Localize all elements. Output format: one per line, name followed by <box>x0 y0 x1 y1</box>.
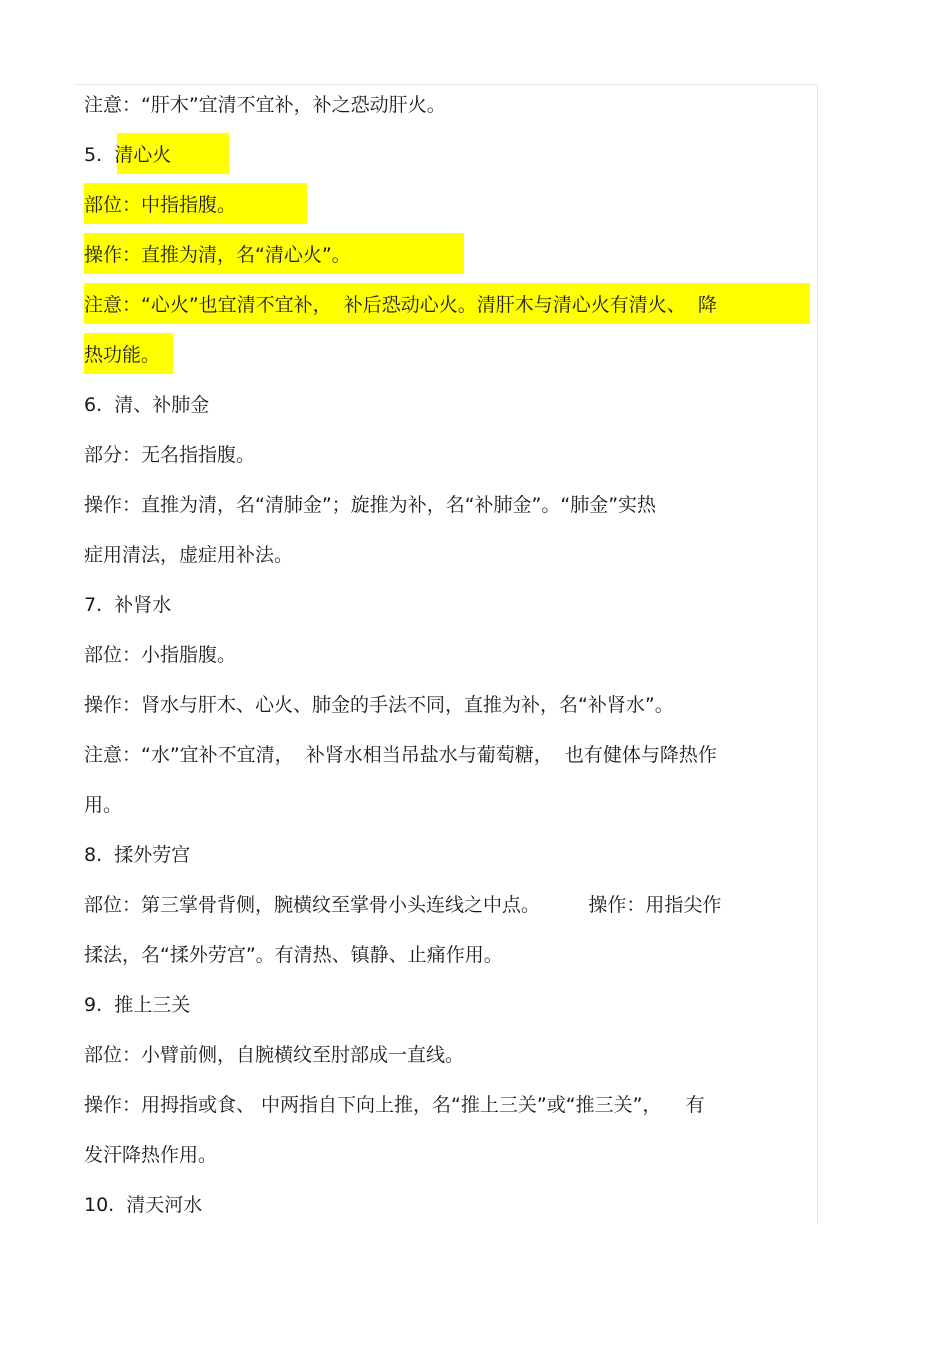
text-line: 揉法，名“揉外劳宫”。有清热、镇静、止痛作用。 <box>84 944 503 966</box>
text-line: 部位：小臂前侧，自腕横纹至肘部成一直线。 <box>84 1044 465 1066</box>
text-line: 部位：小指脂腹。 <box>84 644 237 666</box>
section-heading: 8. 揉外劳宫 <box>84 844 191 866</box>
text-line: 操作：用拇指或食、 中两指自下向上推，名“推上三关”或“推三关”， 有 <box>84 1094 705 1116</box>
text-line: 部分：无名指指腹。 <box>84 444 256 466</box>
text-line: 症用清法，虚症用补法。 <box>84 544 294 566</box>
section-heading: 6. 清、补肺金 <box>84 394 210 416</box>
text-line: 操作：直推为清，名“清肺金”；旋推为补，名“补肺金”。“肺金”实热 <box>84 494 657 516</box>
text-line: 热功能。 <box>84 344 161 366</box>
text-line: 注意：“心火”也宜清不宜补， 补后恐动心火。清肝木与清心火有清火、 降 <box>84 294 717 316</box>
text-line: 操作：直推为清，名“清心火”。 <box>84 244 351 266</box>
section-heading: 10. 清天河水 <box>84 1194 203 1216</box>
text-line: 注意：“肝木”宜清不宜补，补之恐动肝火。 <box>84 94 446 116</box>
text-line: 注意：“水”宜补不宜清， 补肾水相当吊盐水与葡萄糖， 也有健体与降热作 <box>84 744 717 766</box>
text-line: 发汗降热作用。 <box>84 1144 218 1166</box>
text-line: 部位：第三掌骨背侧，腕横纹至掌骨小头连线之中点。 操作：用指尖作 <box>84 894 722 916</box>
text-line: 部位：中指指腹。 <box>84 194 237 216</box>
section-heading: 9. 推上三关 <box>84 994 191 1016</box>
section-heading: 5. 清心火 <box>84 144 172 166</box>
section-heading: 7. 补肾水 <box>84 594 172 616</box>
text-line: 用。 <box>84 794 123 816</box>
text-line: 操作：肾水与肝木、心火、肺金的手法不同，直推为补，名“补肾水”。 <box>84 694 674 716</box>
